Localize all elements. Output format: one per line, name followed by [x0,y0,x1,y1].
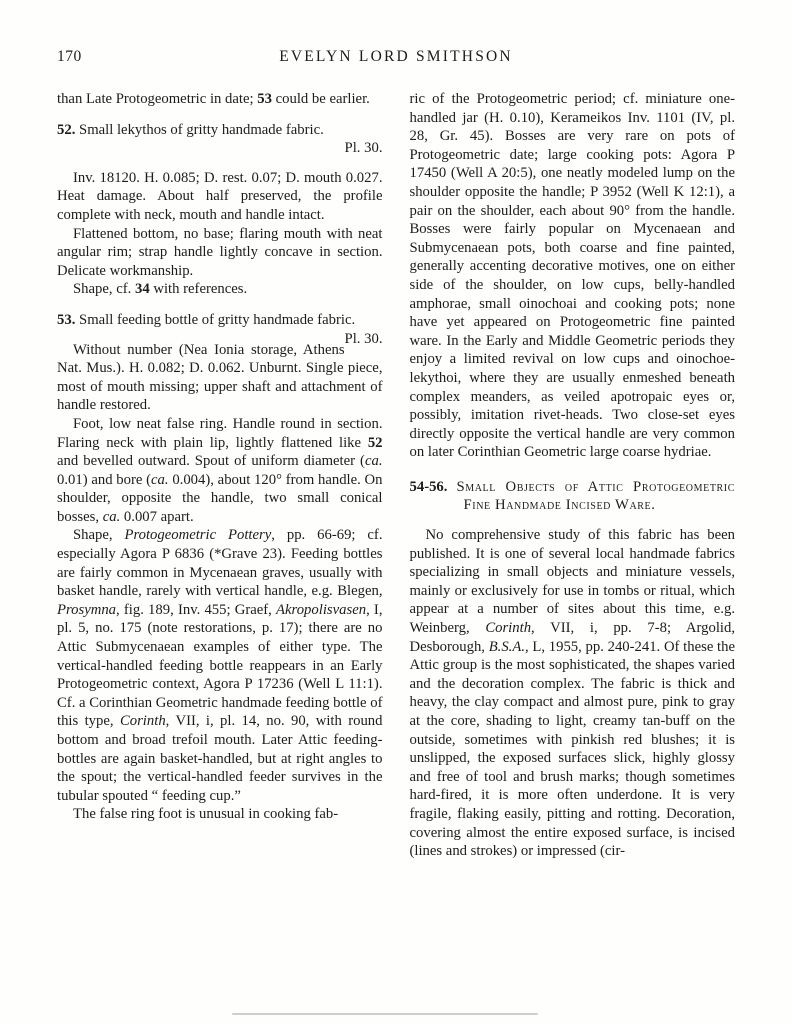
text-segment: Protogeometric Pottery [124,527,272,544]
text-segment: Prosymna [57,601,117,618]
paragraph [57,805,383,824]
catalog-entry-heading [57,121,383,158]
text-segment: than Late Protogeometric in date; [57,91,258,107]
catalog-entry-heading [57,311,383,347]
text-segment: No comprehensive study of this fabric has been published. It is one of several local handmade fabrics specializing in small objects and miniature vessels, mainly or exclusively for use in tombs or ritual, which appear at a number of sites about this time, e.g. Weinberg, [409,527,735,637]
scan-artifact-line [232,1013,538,1015]
text-segment: , I, pl. 5, no. 175 (note restorations, p. 17); there are no Attic Submycenaean examples of either type. The vertical-handled feeding bottle reappears in an Early Protogeometric context, Agora P 17236 (Well L 11:1). Cf. a Corinthian Geometric handmade feeding bottle of this type, [57,601,383,730]
text-segment: Akropolisvasen [276,601,367,618]
text-segment: ca. [151,471,169,488]
text-segment: 53. [57,311,76,328]
page-number: 170 [57,48,82,65]
section-heading [410,478,736,515]
text-segment: could be earlier. [271,91,370,107]
text-segment: 0.007 apart. [120,508,194,525]
running-head-title: EVELYN LORD SMITHSON [279,48,513,65]
text-segment: , VII, i, pl. 14, no. 90, with round bottom and broad trefoil mouth. Later Attic feeding-bottles are again basket-handled, but at right angles to the spout; the vertical-handled feeder survives in the tubular spouted “ feeding cup.” [57,713,383,804]
two-column-body [57,90,735,861]
text-segment: Inv. 18120. H. 0.085; D. rest. 0.07; D. mouth 0.027. Heat damage. About half preserved, the profile complete with neck, mouth and handle intact. [57,169,383,223]
text-segment: Without number (Nea Ionia storage, Athens Nat. Mus.). H. 0.082; D. 0.062. Unburnt. Single piece, most of mouth missing; upper shaft and attachment of handle restored. [57,341,383,414]
right-column [410,90,736,861]
text-segment: Flattened bottom, no base; flaring mouth with neat angular rim; strap handle lightly concave in section. Delicate workmanship. [57,225,383,279]
plate-reference: Pl. 30. [344,140,383,157]
text-segment: , L, 1955, pp. 240-241. Of these the Attic group is the most sophisticated, the shapes varied and the decoration complex. The fabric is thick and heavy, the clay compact and almost pure, pink to gray at the core, shading to light, creamy tan-buff on the outside, sometimes with pinkish red blushes; it is unslipped, the exposed surfaces slick, highly glossy and free of tool and brush marks; though sometimes hard-fired, it is more often underdone. It is very fragile, flaking easily, pitting and rotting. Decoration, covering almost the entire exposed surface, is incised (lines and strokes) or impressed (cir- [409,638,735,860]
text-segment: The false ring foot is unusual in cooking fab- [73,806,339,823]
text-segment: Corinth [485,620,532,637]
paragraph [410,526,736,861]
text-segment: Small feeding bottle of gritty handmade fabric. [75,311,356,328]
paragraph [57,341,383,415]
text-segment: 0.01) and bore ( [57,471,152,488]
text-segment: B.S.A. [488,638,525,655]
text-segment: 53 [257,91,272,107]
paragraph [57,225,383,281]
text-segment: 54-56. [409,478,448,495]
text-segment: ca. [102,508,121,525]
paragraph [57,169,383,225]
text-segment: , VII, i, pp. 7-8; Argolid, Desborough, [409,620,735,655]
paragraph [57,415,383,527]
paragraph [410,90,736,462]
text-segment: , fig. 189, Inv. 455; Graef, [116,601,277,618]
paragraph [57,526,383,805]
plate-reference: Pl. 30. [344,330,383,347]
text-segment: ric of the Protogeometric period; cf. miniature one-handled jar (H. 0.10), Kerameikos Inv. 1101 (IV, pl. 28, Gr. 45). Bosses are very rare on pots of Protogeometric date; large cooking pots: Agora P 17450 (Well A 20:5), one neatly modeled lump on the shoulder opposite the handle; P 3952 (Well K 12:1), a pair on the shoulder, each about 90° from the handle. Bosses were fairly popular on Mycenaean and Submycenaean pots, both coarse and fine painted, generally accenting decorative motives, one on either side of the shoulder, on low cups, belly-handled amphorae, small oinochoai and cooking pots; none have yet appeared on Protogeometric fine painted ware. In the Early and Middle Geometric periods they enjoy a limited revival on low cups and oinochoe-lekythoi, where they are usually enmeshed beneath complex meanders, as veiled apotropaic eyes or, possibly, imitation rivet-heads. Two close-set eyes directly opposite the vertical handle are very common on later Corinthian Geometric large coarse hydriae. [409,91,735,461]
text-segment: 52. [57,121,76,138]
text-segment: 34 [135,281,150,298]
paragraph [57,280,383,299]
text-segment: 0.004), about 120° from handle. On shoulder, opposite the handle, two small conical bosses, [57,471,383,525]
left-column [57,90,383,861]
text-segment: and bevelled outward. Spout of uniform diameter ( [57,453,365,470]
text-segment: ca. [364,453,383,470]
text-segment: Small lekythos of gritty handmade fabric. [75,121,324,138]
text-segment: Shape, cf. [73,281,135,298]
text-segment: with references. [149,281,248,298]
text-segment: 52 [367,434,383,451]
paragraph [57,90,383,109]
text-segment: Corinth [119,713,166,730]
text-segment: Small Objects of Attic Protogeometric Fine Handmade Incised Ware. [456,478,736,514]
text-segment: , pp. 66-69; cf. especially Agora P 6836 (*Grave 23). Feeding bottles are fairly common in Mycenaean graves, usually with basket handle, rarely with vertical handle, e.g. Blegen, [57,527,383,600]
text-segment: Shape, [73,527,125,544]
text-segment: Foot, low neat false ring. Handle round in section. Flaring neck with plain lip, lightly flattened like [57,415,383,451]
running-head [57,48,735,68]
